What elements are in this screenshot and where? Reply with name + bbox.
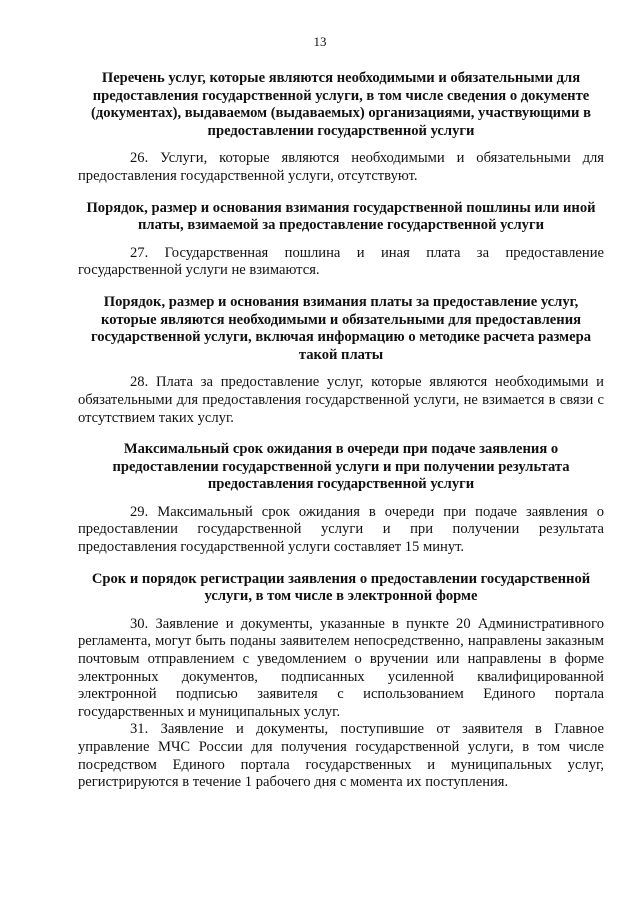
paragraph-26: 26. Услуги, которые являются необходимыми и обязательными для предоставления государственной услуги, отсутствуют. [78, 150, 604, 184]
paragraph-30: 30. Заявление и документы, указанные в пункте 20 Административного регламента, могут быть поданы заявителем непосредственно, направлены заказным почтовым отправлением с уведомлением о вручении или направлены в форме электронных документов, подписанных усиленной квалифицированной электронной подписью заявителя с использованием Единого портала государственных и муниципальных услуг. [78, 615, 604, 720]
section-heading-state-duty: Порядок, размер и основания взимания государственной пошлины или иной платы, взимаемой за предоставление государственной услуги [86, 199, 596, 234]
section-heading-queue-time: Максимальный срок ожидания в очереди при подаче заявления о предоставлении государственной услуги и при получении результата предоставления государственной услуги [112, 441, 570, 493]
paragraph-31: 31. Заявление и документы, поступившие от заявителя в Главное управление МЧС России для получения государственной услуги, в том числе посредством Единого портала государственных и муниципальных услуг, регистрируются в течение 1 рабочего дня с момента их поступления. [78, 721, 604, 791]
section-heading-services-list: Перечень услуг, которые являются необходимыми и обязательными для предоставления государственной услуги, в том числе сведения о документе (документах), выдаваемом (выдаваемых) организациями, участвующими в предоставлении государственной услуги [91, 70, 591, 139]
section-heading-registration: Срок и порядок регистрации заявления о предоставлении государственной услуги, в том числе в электронной форме [91, 570, 591, 605]
paragraph-27: 27. Государственная пошлина и иная плата за предоставление государственной услуги не взимаются. [78, 244, 604, 279]
paragraph-28: 28. Плата за предоставление услуг, которые являются необходимыми и обязательными для предоставления государственной услуги, не взимается в связи с отсутствием таких услуг. [78, 374, 604, 426]
page-number: 13 [313, 34, 327, 49]
paragraph-29: 29. Максимальный срок ожидания в очереди при подаче заявления о предоставлении государственной услуги и при получении результата предоставления государственной услуги составляет 15 минут. [78, 503, 604, 556]
section-heading-fee-for-services: Порядок, размер и основания взимания платы за предоставление услуг, которые являются необходимыми и обязательными для предоставления государственной услуги, включая информацию о методике расчета размера такой платы [90, 293, 592, 363]
document-body [78, 70, 604, 792]
